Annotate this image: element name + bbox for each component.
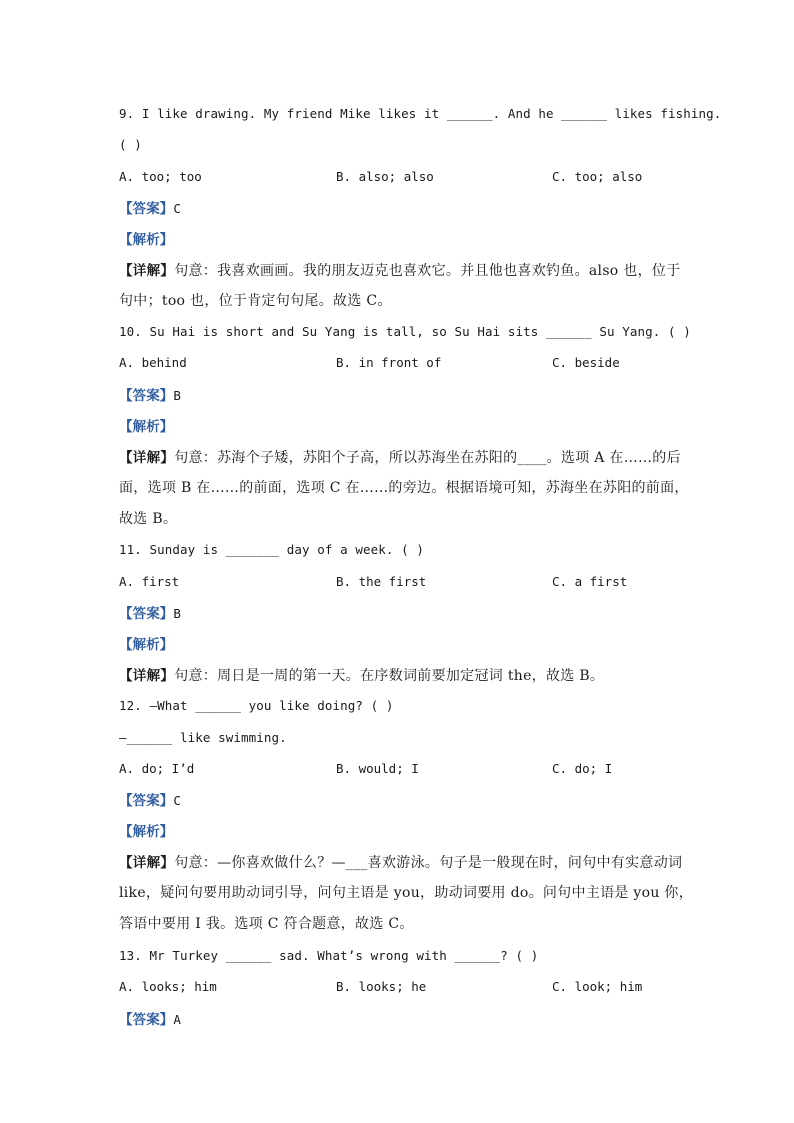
detail-label: 【详解】 xyxy=(119,668,175,684)
question-10-detail-line-3: 故选 B。 xyxy=(119,511,178,527)
question-11-option-c: C. a first xyxy=(552,574,628,589)
detail-text: 句意：—你喜欢做什么？—___喜欢游泳。句子是一般现在时，问句中有实意动词 xyxy=(174,855,683,871)
question-12-option-b: B. would; I xyxy=(336,761,419,776)
question-13-option-b: B. looks; he xyxy=(336,979,427,994)
answer-value: B xyxy=(173,606,182,621)
question-11-detail-line-1 xyxy=(119,664,604,685)
question-10-option-c: C. beside xyxy=(552,355,620,370)
question-13-option-a: A. looks; him xyxy=(119,979,217,994)
detail-text: 句意：苏海个子矮，苏阳个子高，所以苏海坐在苏阳的____。选项 A 在……的后 xyxy=(174,450,681,466)
question-10-option-a: A. behind xyxy=(119,355,187,370)
question-12-stem-line-2: —______ like swimming. xyxy=(119,730,287,745)
question-9-detail-line-2: 句中；too 也，位于肯定句句尾。故选 C。 xyxy=(119,293,392,309)
answer-value: C xyxy=(173,793,182,808)
detail-text: 句意：我喜欢画画。我的朋友迈克也喜欢它。并且他也喜欢钓鱼。also 也，位于 xyxy=(174,263,681,279)
answer-label: 【答案】 xyxy=(119,1012,174,1028)
answer-label: 【答案】 xyxy=(119,388,174,404)
question-11-answer xyxy=(119,602,181,622)
question-10-option-b: B. in front of xyxy=(336,355,442,370)
detail-text: 句意：周日是一周的第一天。在序数词前要加定冠词 the，故选 B。 xyxy=(174,668,605,684)
detail-label: 【详解】 xyxy=(119,855,175,871)
analysis-label: 【解析】 xyxy=(119,232,174,248)
question-10-detail-line-1 xyxy=(119,446,681,467)
question-12-detail-line-1 xyxy=(119,851,682,872)
question-11-analysis xyxy=(119,633,173,653)
question-12-detail-line-2: like，疑问句要用助动词引导，问句主语是 you，助动词要用 do。问句中主语是 you 你， xyxy=(119,885,694,901)
question-12-answer xyxy=(119,789,181,809)
answer-value: C xyxy=(173,201,182,216)
question-9-detail-line-1 xyxy=(119,259,681,280)
question-11-option-a: A. first xyxy=(119,574,180,589)
answer-label: 【答案】 xyxy=(119,606,174,622)
question-11-option-b: B. the first xyxy=(336,574,427,589)
question-9-stem-line-1: 9. I like drawing. My friend Mike likes it ______. And he ______ likes fishing. xyxy=(119,106,722,121)
analysis-label: 【解析】 xyxy=(119,637,174,653)
question-9-stem-line-2: ( ) xyxy=(119,137,142,152)
question-9-option-b: B. also; also xyxy=(336,169,434,184)
detail-label: 【详解】 xyxy=(119,450,175,466)
question-12-option-a: A. do; I’d xyxy=(119,761,195,776)
question-12-analysis xyxy=(119,820,173,840)
answer-label: 【答案】 xyxy=(119,793,174,809)
question-9-option-a: A. too; too xyxy=(119,169,202,184)
answer-value: A xyxy=(173,1012,182,1027)
analysis-label: 【解析】 xyxy=(119,824,174,840)
answer-label: 【答案】 xyxy=(119,201,174,217)
question-9-option-c: C. too; also xyxy=(552,169,643,184)
question-11-stem-line-1: 11. Sunday is _______ day of a week. ( ) xyxy=(119,542,425,557)
question-12-stem-line-1: 12. —What ______ you like doing? ( ) xyxy=(119,698,394,713)
detail-label: 【详解】 xyxy=(119,263,175,279)
question-12-detail-line-3: 答语中要用 I 我。选项 C 符合题意，故选 C。 xyxy=(119,916,414,932)
question-13-answer xyxy=(119,1008,181,1028)
question-12-option-c: C. do; I xyxy=(552,761,613,776)
question-10-analysis xyxy=(119,415,173,435)
question-9-answer xyxy=(119,197,181,217)
question-10-answer xyxy=(119,384,181,404)
analysis-label: 【解析】 xyxy=(119,419,174,435)
question-10-stem-line-1: 10. Su Hai is short and Su Yang is tall, so Su Hai sits ______ Su Yang. ( ) xyxy=(119,324,691,339)
answer-value: B xyxy=(173,388,182,403)
question-13-option-c: C. look; him xyxy=(552,979,643,994)
question-13-stem-line-1: 13. Mr Turkey ______ sad. What’s wrong with ______? ( ) xyxy=(119,948,539,963)
question-9-analysis xyxy=(119,228,173,248)
question-10-detail-line-2: 面，选项 B 在……的前面，选项 C 在……的旁边。根据语境可知，苏海坐在苏阳的前面， xyxy=(119,480,689,496)
